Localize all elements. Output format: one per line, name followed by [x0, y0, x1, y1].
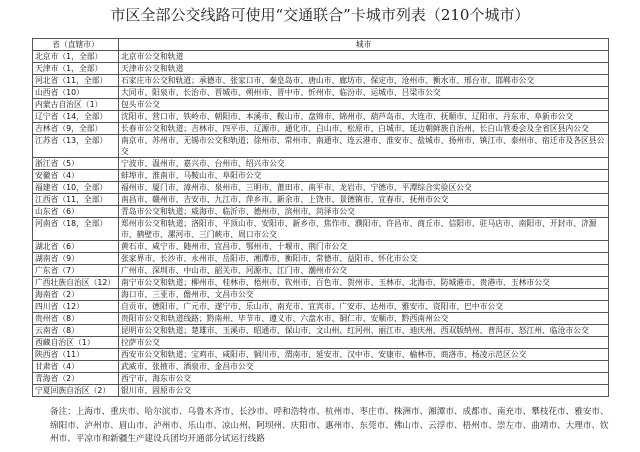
table-row	[33, 182, 609, 194]
province-cell: 陕西省（11）	[33, 349, 119, 361]
cities-cell: 西宁市、海东市公交	[119, 373, 609, 385]
province-cell: 吉林省（9，全部）	[33, 123, 119, 135]
table-row	[33, 206, 609, 218]
cities-cell: 南京市、苏州市、无锡市公交和轨道；徐州市、常州市、南通市、连云港市、淮安市、盐城市、扬州市、镇江市、泰州市、宿迁市及各区县公交	[119, 135, 609, 158]
table-row	[33, 289, 609, 301]
cities-cell: 南昌市、赣州市、吉安市、九江市、萍乡市、新余市、上饶市、景德镇市、宜春市、抚州市公交	[119, 194, 609, 206]
province-cell: 湖北省（6）	[33, 241, 119, 253]
cities-cell: 北京市公交和轨道	[119, 51, 609, 63]
cities-cell: 张家界市、长沙市、永州市、岳阳市、湘潭市、衡阳市、常德市、益阳市、怀化市公交	[119, 253, 609, 265]
cities-cell: 银川市、固原市公交	[119, 385, 609, 397]
table-row	[33, 63, 609, 75]
table-row	[33, 277, 609, 289]
province-cell: 河北省（11，全部）	[33, 75, 119, 87]
cities-cell: 贵阳市公交和轨道线路；黔南州、毕节市、遵义市、六盘水市、铜仁市、安顺市、黔西南州公交	[119, 313, 609, 325]
table-row	[33, 361, 609, 373]
province-cell: 安徽省（4）	[33, 170, 119, 182]
province-cell: 广西壮族自治区（12）	[33, 277, 119, 289]
cities-cell: 长春市公交和轨道；吉林市、四平市、辽源市、通化市、白山市、松原市、白城市、延边朝鲜族自治州、长白山管委会及全省区县内公交	[119, 123, 609, 135]
table-row	[33, 337, 609, 349]
table-row	[33, 170, 609, 182]
table-row	[33, 135, 609, 158]
province-cell: 四川省（12）	[33, 301, 119, 313]
header-province: 省（直辖市）	[33, 39, 119, 51]
province-cell: 山东省（6）	[33, 206, 119, 218]
province-cell: 海南省（2）	[33, 289, 119, 301]
province-cell: 内蒙古自治区（1）	[33, 99, 119, 111]
province-cell: 北京市（1，全部）	[33, 51, 119, 63]
province-cell: 河南省（18，全部）	[33, 218, 119, 241]
table-row	[33, 325, 609, 337]
table-row	[33, 123, 609, 135]
table-row	[33, 253, 609, 265]
footnote: 备注：上海市、重庆市、哈尔滨市、乌鲁木齐市、长沙市、呼和浩特市、杭州市、枣庄市、株洲市、湘潭市、成都市、南充市、攀枝花市、雅安市、绵阳市、泸州市、眉山市、泸州市、乐山市、凉山州、阿坝州、庆阳市、惠州市、东莞市、佛山市、云浮市、梧州市、崇左市、曲靖市、大理市、钦州市、平凉市和新疆生产建设兵团均开通部分试运行线路	[50, 407, 609, 444]
cities-cell: 福州市、厦门市、漳州市、泉州市、三明市、莆田市、南平市、龙岩市、宁德市、平潭综合实验区公交	[119, 182, 609, 194]
table-row	[33, 241, 609, 253]
province-cell: 辽宁省（14，全部）	[33, 111, 119, 123]
province-cell: 福建省（10，全部）	[33, 182, 119, 194]
table-row	[33, 265, 609, 277]
table-row	[33, 385, 609, 397]
cities-cell: 包头市公交	[119, 99, 609, 111]
cities-cell: 西安市公交和轨道；宝鸡市、咸阳市、铜川市、渭南市、延安市、汉中市、安康市、榆林市、商洛市、杨凌示范区公交	[119, 349, 609, 361]
cities-cell: 海口市、三亚市、儋州市、文昌市公交	[119, 289, 609, 301]
province-cell: 西藏自治区（1）	[33, 337, 119, 349]
cities-cell: 青岛市公交和轨道；威海市、临沂市、德州市、滨州市、菏泽市公交	[119, 206, 609, 218]
cities-cell: 大同市、阳泉市、长治市、晋城市、朔州市、晋中市、忻州市、临汾市、运城市、吕梁市公交	[119, 87, 609, 99]
header-cities: 城市	[119, 39, 609, 51]
table-row	[33, 194, 609, 206]
province-cell: 青海省（2）	[33, 373, 119, 385]
province-cell: 宁夏回族自治区（2）	[33, 385, 119, 397]
cities-cell: 石家庄市公交和轨道；承德市、张家口市、秦皇岛市、唐山市、廊坊市、保定市、沧州市、衡水市、邢台市、邯郸市公交	[119, 75, 609, 87]
table-row	[33, 158, 609, 170]
province-cell: 湖南省（9）	[33, 253, 119, 265]
table-row	[33, 111, 609, 123]
province-cell: 浙江省（5）	[33, 158, 119, 170]
table-row	[33, 349, 609, 361]
province-cell: 云南省（8）	[33, 325, 119, 337]
table-row	[33, 87, 609, 99]
table-row	[33, 373, 609, 385]
province-cell: 甘肃省（4）	[33, 361, 119, 373]
cities-cell: 宁波市、温州市、嘉兴市、台州市、绍兴市公交	[119, 158, 609, 170]
province-cell: 江苏省（13，全部）	[33, 135, 119, 158]
table-body	[33, 51, 609, 397]
cities-cell: 南宁市公交和轨道；柳州市、桂林市、梧州市、钦州市、百色市、贺州市、玉林市、北海市、防城港市、贵港市、玉林市公交	[119, 277, 609, 289]
cities-cell: 自贡市、德阳市、广元市、遂宁市、乐山市、南充市、宜宾市、广安市、达州市、雅安市、资阳市、巴中市公交	[119, 301, 609, 313]
table-row	[33, 75, 609, 87]
table-row	[33, 218, 609, 241]
province-cell: 贵州省（8）	[33, 313, 119, 325]
province-cell: 广东省（7）	[33, 265, 119, 277]
cities-cell: 天津市公交和轨道	[119, 63, 609, 75]
province-cell: 江西省（11，全部）	[33, 194, 119, 206]
cities-cell: 郑州市公交和轨道；洛阳市、平顶山市、安阳市、新乡市、焦作市、濮阳市、许昌市、商丘市、信阳市、驻马店市、南阳市、开封市、济源市、鹤壁市、漯河市、三门峡市、周口市公交	[119, 218, 609, 241]
cities-cell: 蚌埠市、淮南市、马鞍山市、阜阳市公交	[119, 170, 609, 182]
cities-cell: 广州市、深圳市、中山市、韶关市、河源市、江门市、潮州市公交	[119, 265, 609, 277]
city-table	[32, 38, 609, 397]
table-row	[33, 301, 609, 313]
cities-cell: 拉萨市公交	[119, 337, 609, 349]
province-cell: 山西省（10）	[33, 87, 119, 99]
cities-cell: 武威市、张掖市、酒泉市、金昌市公交	[119, 361, 609, 373]
province-cell: 天津市（1，全部）	[33, 63, 119, 75]
document-title: 市区全部公交线路可使用“交通联合”卡城市列表（210个城市）	[110, 6, 530, 24]
cities-cell: 沈阳市、营口市、铁岭市、朝阳市、本溪市、鞍山市、盘锦市、锦州市、葫芦岛市、大连市、抚顺市、辽阳市、丹东市、阜新市公交	[119, 111, 609, 123]
cities-cell: 昆明市公交和轨道；楚雄市、玉溪市、昭通市、保山市、文山州、红河州、丽江市、迪庆州、西双版纳州、普洱市、怒江州、临沧市公交	[119, 325, 609, 337]
table-header-row	[33, 39, 609, 51]
table-row	[33, 51, 609, 63]
table-row	[33, 99, 609, 111]
cities-cell: 黄石市、咸宁市、随州市、宜昌市、鄂州市、十堰市、荆门市公交	[119, 241, 609, 253]
table-row	[33, 313, 609, 325]
